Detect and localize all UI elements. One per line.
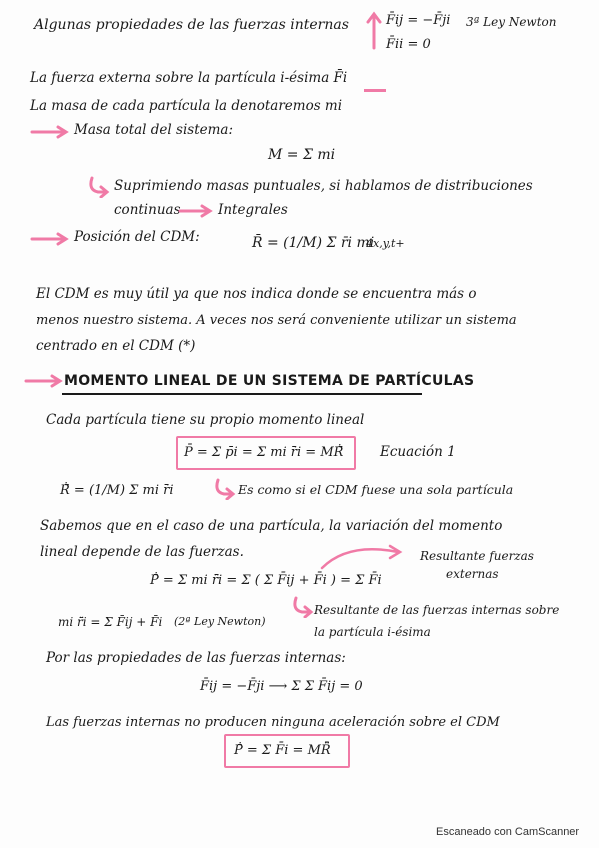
mi-equation: mi r̈̄i = Σ F̄ij + F̄i [58, 615, 163, 629]
up-arrow-icon [366, 10, 382, 50]
posicion-ext: 4x,y,t+ [366, 237, 405, 250]
parrafo-cdm-line1: El CDM es muy útil ya que nos indica donde se encuentra más o [36, 286, 477, 302]
fi-underline [364, 89, 386, 92]
right-arrow-icon [178, 204, 214, 218]
cada-particula-text: Cada partícula tiene su propio momento lineal [46, 412, 365, 428]
rdot-equation: Ṙ̄ = (1/M) Σ mi ṙ̄i [60, 483, 174, 498]
pdot-equation: Ṗ̄ = Σ mi r̈̄i = Σ ( Σ F̄ij + F̄i ) = Σ F̄i [150, 573, 382, 588]
curved-arrow-icon [86, 176, 110, 198]
masa-total-text: Masa total del sistema: [74, 122, 234, 138]
particula-i-label: la partícula i-ésima [314, 625, 431, 639]
resultante-externas-label: Resultante fuerzas [420, 549, 534, 563]
como-si-text: Es como si el CDM fuese una sola partícula [238, 482, 514, 497]
sabemos-line1: Sabemos que en el caso de una partícula, la variación del momento [40, 518, 503, 534]
fij-sum-equation: F̄ij = −F̄ji ⟶ Σ Σ F̄ij = 0 [200, 679, 363, 694]
curved-arrow-icon [290, 596, 314, 618]
right-arrow-icon [24, 374, 64, 388]
resultante-internas-label: Resultante de las fuerzas internas sobre [314, 603, 560, 617]
section-heading: MOMENTO LINEAL DE UN SISTEMA DE PARTÍCULAS [64, 373, 475, 389]
masa-total-equation: M = Σ mi [268, 147, 336, 163]
intro-text: Algunas propiedades de las fuerzas internas [34, 17, 349, 33]
continuas-text: continuas [114, 202, 181, 218]
curved-arrow-icon [212, 478, 236, 500]
posicion-equation: R̄ = (1/M) Σ r̄i mi [252, 235, 375, 251]
externas-label: externas [446, 567, 499, 581]
segunda-ley-label: (2ª Ley Newton) [174, 615, 266, 628]
parrafo-cdm-line2: menos nuestro sistema. A veces nos será conveniente utilizar un sistema [36, 313, 517, 328]
final-equation: Ṗ̄ = Σ F̄i = MR̈̄ [234, 743, 331, 758]
scanner-watermark: Escaneado con CamScanner [436, 826, 580, 838]
fuerza-externa-text: La fuerza externa sobre la partícula i-ésima F̄i [30, 70, 348, 86]
right-arrow-icon [30, 125, 70, 139]
equation-1: P̄ = Σ p̄i = Σ mi ṙ̄i = MṘ̄ [184, 445, 344, 460]
masa-cada-text: La masa de cada partícula la denotaremos mi [30, 98, 343, 114]
parrafo-cdm-line3: centrado en el CDM (*) [36, 338, 196, 354]
curved-arrow-icon [318, 540, 408, 570]
conclusion-text: Las fuerzas internas no producen ninguna aceleración sobre el CDM [46, 715, 500, 730]
suprimiendo-text: Suprimiendo masas puntuales, si hablamos de distribuciones [114, 178, 533, 194]
posicion-text: Posición del CDM: [74, 229, 200, 245]
right-arrow-icon [30, 232, 70, 246]
integrales-text: Integrales [218, 202, 288, 218]
sabemos-line2: lineal depende de las fuerzas. [40, 544, 244, 560]
tercera-ley-label: 3ª Ley Newton [466, 15, 557, 29]
fii-property: F̄ii = 0 [386, 37, 431, 52]
ecuacion-1-label: Ecuación 1 [380, 444, 456, 460]
por-propiedades-text: Por las propiedades de las fuerzas internas: [46, 650, 346, 666]
heading-underline [62, 393, 422, 395]
fij-property: F̄ij = −F̄ji [386, 13, 451, 28]
